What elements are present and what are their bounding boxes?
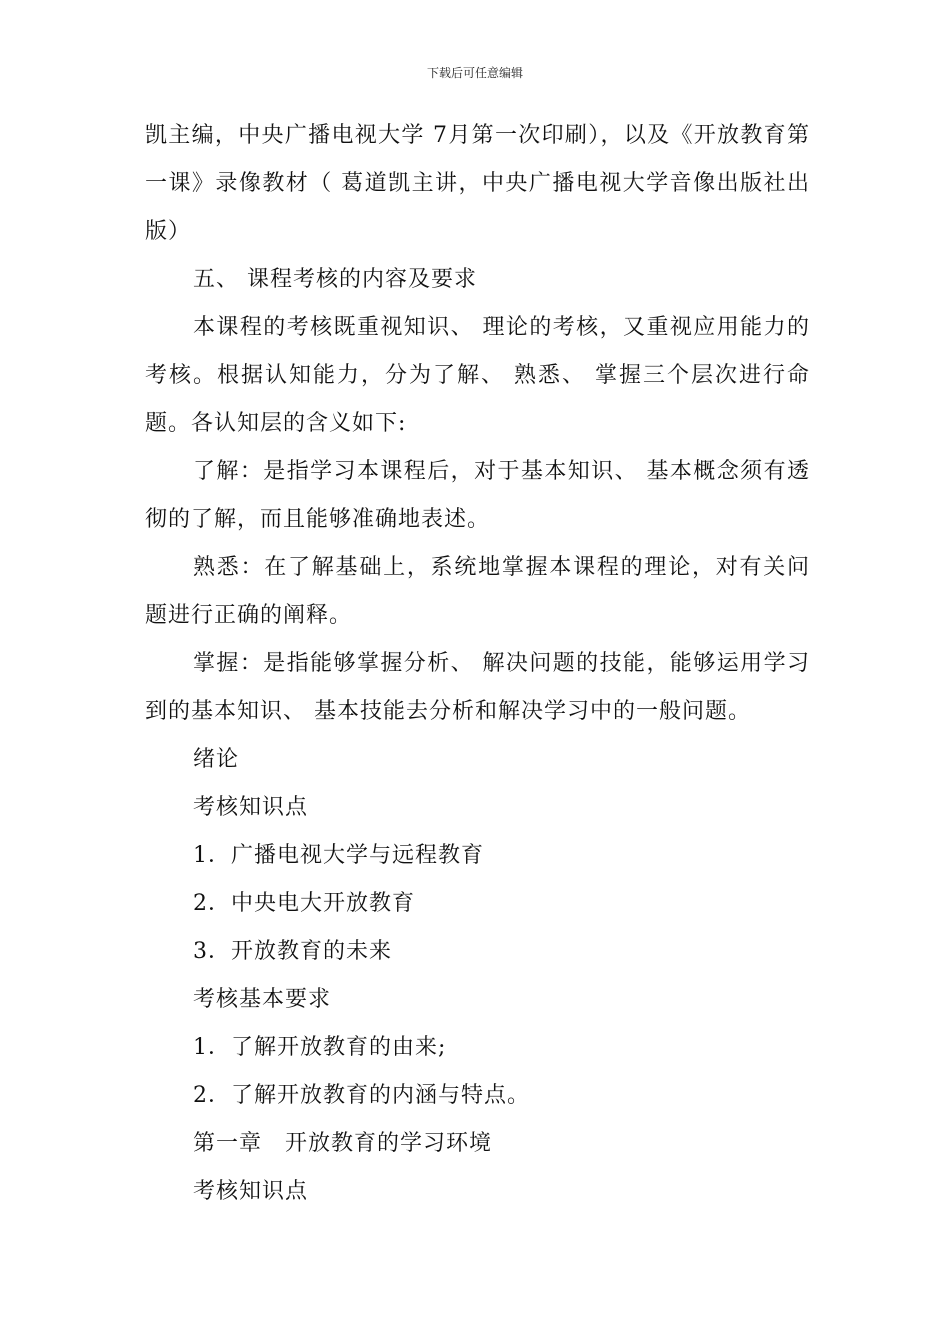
page-header: 下载后可任意编辑 [426,66,523,80]
paragraph: 了解：是指学习本课程后，对于基本知识、 基本概念须有透彻的了解，而且能够准确地表述。 [145,459,810,532]
paragraph: 3．开放教育的未来 [193,939,392,964]
paragraph: 本课程的考核既重视知识、 理论的考核，又重视应用能力的考核。根据认知能力，分为了解、 熟悉、 掌握三个层次进行命题。各认知层的含义如下: [145,315,810,436]
paragraph: 考核知识点 [193,795,309,820]
paragraph: 2．了解开放教育的内涵与特点。 [193,1083,530,1108]
paragraph: 熟悉：在了解基础上，系统地掌握本课程的理论，对有关问题进行正确的阐释。 [145,555,810,628]
paragraph: 五、 课程考核的内容及要求 [193,267,477,292]
paragraph: 1．了解开放教育的由来; [193,1035,447,1060]
paragraph: 考核知识点 [193,1179,309,1204]
paragraph: 考核基本要求 [193,987,332,1012]
paragraph: 掌握：是指能够掌握分析、 解决问题的技能，能够运用学习到的基本知识、 基本技能去分析和解决学习中的一般问题。 [145,651,810,724]
paragraph: 绪论 [193,747,240,772]
document-body [145,112,810,1216]
paragraph: 第一章 开放教育的学习环境 [193,1131,493,1156]
paragraph: 凯主编，中央广播电视大学 7月第一次印刷），以及《开放教育第一课》录像教材（ 葛道凯主讲，中央广播电视大学音像出版社出版） [145,123,810,244]
paragraph: 1．广播电视大学与远程教育 [193,843,484,868]
paragraph: 2．中央电大开放教育 [193,891,415,916]
